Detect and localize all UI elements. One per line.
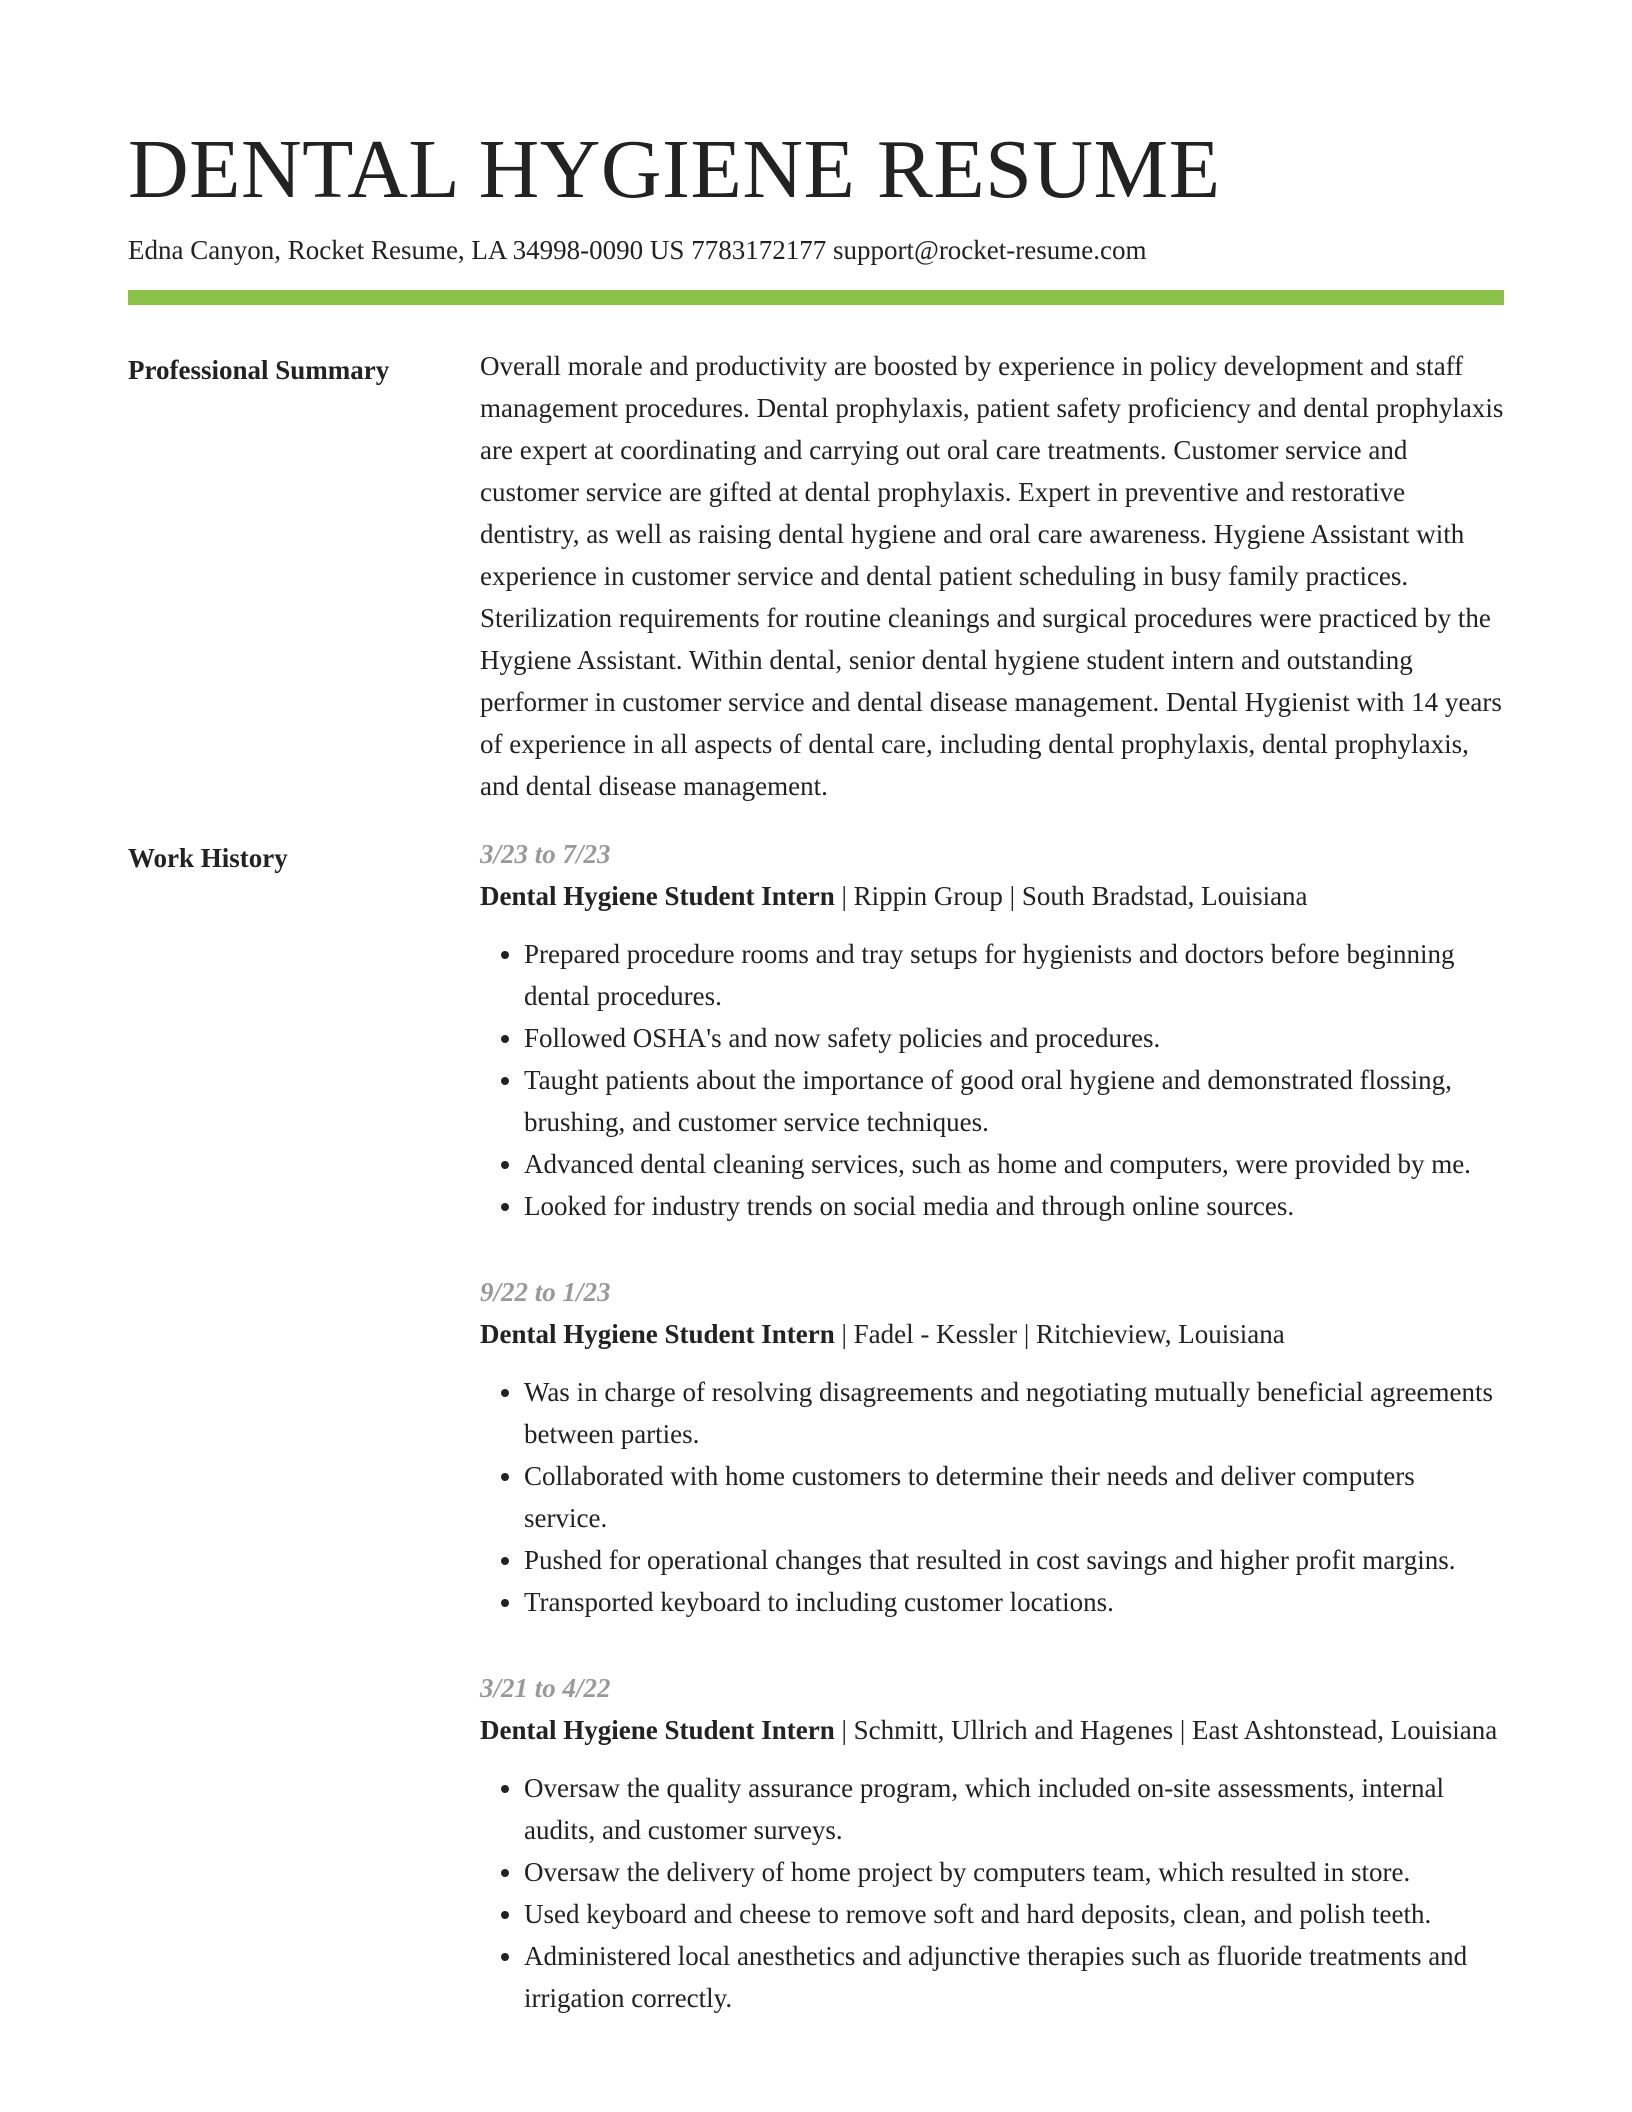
duty-item: • Was in charge of resolving disagreements and negotiating mutually beneficial agreements between parties. [524,1371,1504,1455]
job-role: Dental Hygiene Student Intern [480,1319,835,1349]
duty-item: • Advanced dental cleaning services, such as home and computers, were provided by me. [524,1143,1504,1185]
job-role: Dental Hygiene Student Intern [480,881,835,911]
contact-email: support@rocket-resume.com [832,235,1147,265]
summary-text: Overall morale and productivity are boosted by experience in policy development and staff management procedures. Dental prophylaxis, patient safety proficiency and dental prophylaxis are expert at coordinating and carrying out oral care treatments. Customer service and customer service are gifted at dental prophylaxis. Expert in preventive and restorative dentistry, as well as raising dental hygiene and oral care awareness. Hygiene Assistant with experience in customer service and dental patient scheduling in busy family practices. Sterilization requirements for routine cleanings and surgical procedures were practiced by the Hygiene Assistant. Within dental, senior dental hygiene student intern and outstanding performer in customer service and dental disease management. Dental Hygienist with 14 years of experience in all aspects of dental care, including dental prophylaxis, dental prophylaxis, and dental disease management. [480,351,1504,801]
duty-item: • Transported keyboard to including customer locations. [524,1581,1504,1623]
job-entry [480,833,1504,1227]
contact-address: Edna Canyon, Rocket Resume, LA 34998-0090 US [128,235,685,265]
job-heading [480,1709,1504,1751]
duty-item: • Pushed for operational changes that resulted in cost savings and higher profit margins. [524,1539,1504,1581]
job-details: | Rippin Group | South Bradstad, Louisiana [834,881,1308,911]
job-heading [480,875,1504,917]
resume-page [128,118,1504,2067]
resume-title: DENTAL HYGIENE RESUME [128,123,1221,216]
job-details: | Schmitt, Ullrich and Hagenes | East Ashtonstead, Louisiana [834,1715,1498,1745]
job-dates: 3/21 to 4/22 [480,1673,611,1703]
job-entry [480,1271,1504,1623]
job-details: | Fadel - Kessler | Ritchieview, Louisiana [834,1319,1285,1349]
duty-item: • Looked for industry trends on social media and through online sources. [524,1185,1504,1227]
duty-item: • Oversaw the delivery of home project by computers team, which resulted in store. [524,1851,1504,1893]
summary-section [128,349,1504,807]
duty-item: • Collaborated with home customers to determine their needs and deliver computers service. [524,1455,1504,1539]
duty-item: • Followed OSHA's and now safety policies and procedures. [524,1017,1504,1059]
job-dates: 3/23 to 7/23 [480,839,611,869]
duty-item: • Oversaw the quality assurance program, which included on-site assessments, internal audits, and customer surveys. [524,1767,1504,1851]
duty-item: • Used keyboard and cheese to remove soft and hard deposits, clean, and polish teeth. [524,1893,1504,1935]
job-duties [480,933,1504,1227]
duty-item: • Taught patients about the importance of good oral hygiene and demonstrated flossing, brushing, and customer service techniques. [524,1059,1504,1143]
header-divider [128,290,1504,305]
summary-body [480,349,1504,807]
job-duties [480,1371,1504,1623]
contact-line [128,232,1504,268]
work-history-body [480,837,1504,2067]
job-dates: 9/22 to 1/23 [480,1277,611,1307]
job-role: Dental Hygiene Student Intern [480,1715,835,1745]
summary-heading: Professional Summary [128,355,390,385]
duty-item: • Prepared procedure rooms and tray setups for hygienists and doctors before beginning dental procedures. [524,933,1504,1017]
job-entry [480,1667,1504,2019]
job-duties [480,1767,1504,2019]
duty-item: • Administered local anesthetics and adjunctive therapies such as fluoride treatments and irrigation correctly. [524,1935,1504,2019]
contact-phone: 7783172177 [691,235,827,265]
work-history-section [128,837,1504,2067]
job-heading [480,1313,1504,1355]
work-history-heading: Work History [128,843,288,873]
